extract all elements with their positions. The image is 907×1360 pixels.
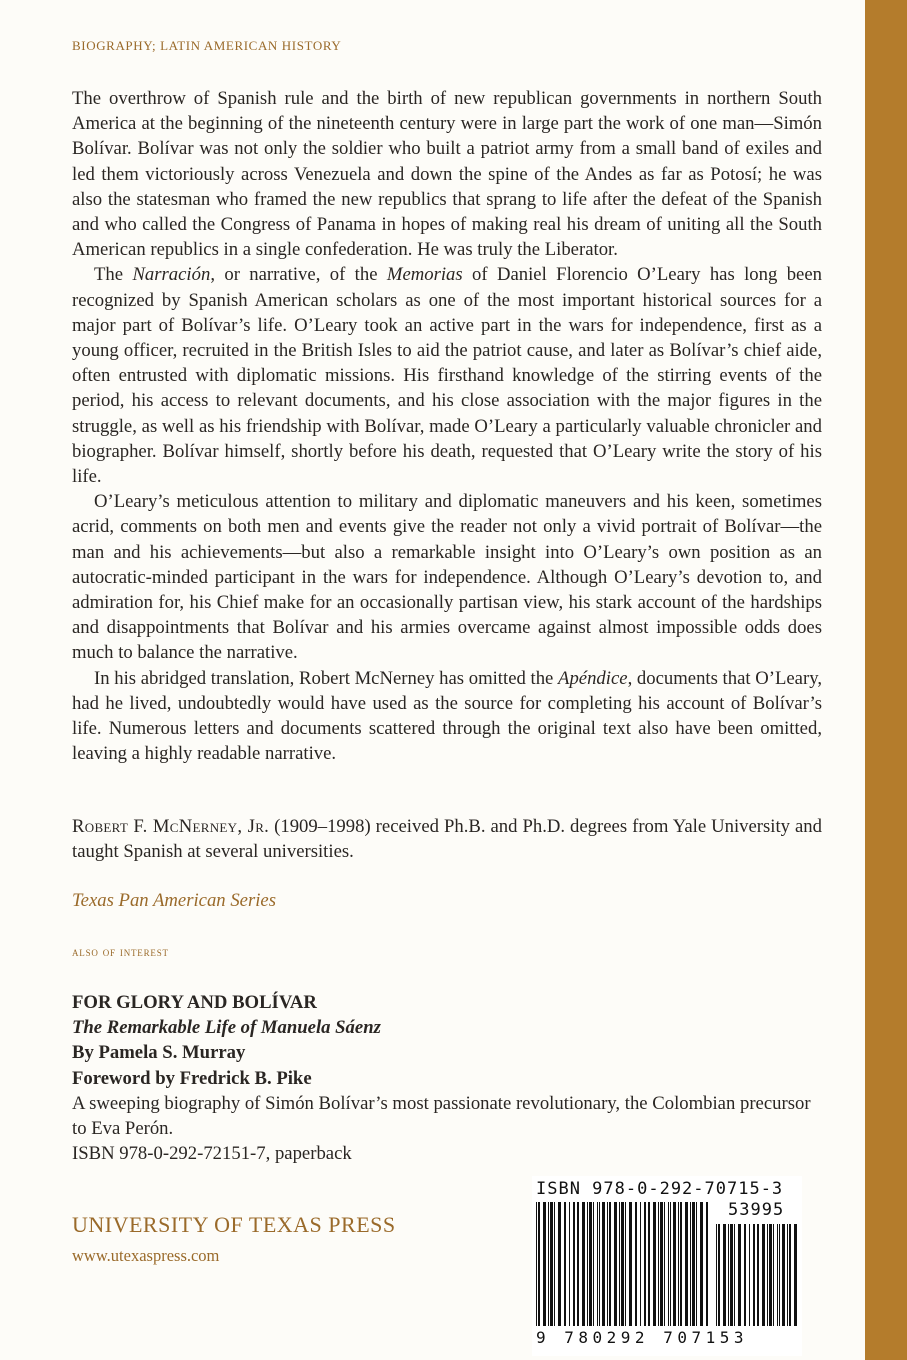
barcode-bar: [673, 1202, 676, 1326]
barcode-bar: [625, 1202, 626, 1326]
barcode-bar: [536, 1202, 537, 1326]
barcode-bar: [753, 1224, 755, 1326]
barcode-bar: [602, 1202, 605, 1326]
barcode-bar: [644, 1202, 646, 1326]
blurb-paragraph-1: The overthrow of Spanish rule and the birth of new republican governments in northern South America at the beginning of the nineteenth century were in large part the work of one man—Simón Bolívar. Bolívar was not only the soldier who built a patriot army from a small band of exiles and led them victoriously across Venezuela and down the spine of the Andes as far as Potosí; he was also the statesman who framed the new republics that sprang to life after the defeat of the Spanish and who called the Congress of Panama in hopes of making real his dream of uniting all the South American republics in a single confederation. He was truly the Liberator.: [72, 88, 822, 261]
related-book-title: FOR GLORY AND BOLÍVAR: [72, 992, 317, 1013]
barcode-bar: [597, 1202, 598, 1326]
barcode-bar: [692, 1202, 695, 1326]
barcode-bar: [648, 1202, 650, 1326]
barcode-bar: [548, 1202, 549, 1326]
barcode-bar: [564, 1202, 566, 1326]
barcode-bar: [619, 1202, 620, 1326]
barcode-bar: [696, 1202, 697, 1326]
barcode-bar: [744, 1224, 746, 1326]
barcode-digits: 9 780292 707153: [536, 1328, 748, 1347]
barcode-bar: [723, 1224, 726, 1326]
barcode-isbn-label: ISBN 978-0-292-70715-3: [536, 1179, 784, 1199]
barcode-bar: [700, 1202, 703, 1326]
barcode-bar: [738, 1224, 741, 1326]
barcode-bar: [749, 1224, 750, 1326]
related-book-foreword: Foreword by Fredrick B. Pike: [72, 1067, 312, 1089]
barcode-bar: [782, 1224, 785, 1326]
barcode-price-code: 53995: [728, 1200, 785, 1220]
related-book-isbn: ISBN 978-0-292-72151-7, paperback: [72, 1143, 352, 1165]
barcode-bar: [728, 1224, 729, 1326]
publisher-name: UNIVERSITY OF TEXAS PRESS: [72, 1212, 396, 1237]
translator-bio: Robert F. McNerney, Jr. (1909–1998) received Ph.B. and Ph.D. degrees from Yale University and taught Spanish at several universities.: [72, 816, 822, 863]
barcode-bar: [614, 1202, 617, 1326]
barcode-bar: [718, 1224, 720, 1326]
barcode-bar: [550, 1202, 553, 1326]
barcode-bar: [670, 1202, 671, 1326]
barcode-bar: [716, 1224, 717, 1326]
barcode-bar: [769, 1224, 772, 1326]
barcode-bar: [587, 1202, 588, 1326]
barcode-bar: [757, 1224, 759, 1326]
spine-color-bar: [865, 0, 907, 1360]
barcode-bar: [734, 1224, 735, 1326]
barcode-bar: [664, 1202, 665, 1326]
barcode-bar: [582, 1202, 585, 1326]
barcode-bar: [538, 1202, 540, 1326]
barcode-bar: [543, 1202, 546, 1326]
barcode-bar: [577, 1202, 579, 1326]
barcode-bar: [762, 1224, 765, 1326]
isbn-barcode: [532, 1176, 802, 1356]
barcode-bar: [573, 1202, 575, 1326]
barcode-bar: [794, 1224, 797, 1326]
translator-name: Robert F. McNerney, Jr.: [72, 816, 270, 837]
barcode-bar: [706, 1202, 708, 1326]
series-name: Texas Pan American Series: [72, 890, 276, 911]
barcode-bar: [685, 1202, 688, 1326]
barcode-bar: [680, 1202, 682, 1326]
related-book-author: By Pamela S. Murray: [72, 1042, 246, 1064]
barcode-bar: [773, 1224, 774, 1326]
blurb-paragraph-2: The Narración, or narrative, of the Memorias of Daniel Florencio O’Leary has long been recognized by Spanish American scholars as one of the most important historical sources for a major part of Bolívar’s life. O’Leary took an active part in the wars for independence, first as a young officer, recruited in the British Isles to aid the patriot cause, and later as Bolívar’s chief aide, often entrusted with diplomatic missions. His firsthand knowledge of the stirring events of the period, his access to relevant documents, and his close association with the major figures in the struggle, as well as his friendship with Bolívar, made O’Leary a particularly valuable chronicler and biographer. Bolívar himself, shortly before his death, requested that O’Leary write the story of his life.: [72, 264, 822, 488]
blurb-paragraph-4: In his abridged translation, Robert McNerney has omitted the Apéndice, documents that O’Leary, had he lived, undoubtedly would have used as the source for completing his account of Bolívar’s life. Numerous letters and documents scattered through the original text also have been omitted, leaving a highly readable narrative.: [72, 667, 823, 765]
barcode-bar: [621, 1202, 624, 1326]
barcode-bar: [658, 1202, 659, 1326]
publisher-website: www.utexaspress.com: [72, 1246, 220, 1265]
barcode-bar: [678, 1202, 679, 1326]
barcode-bar: [554, 1202, 555, 1326]
category-label: BIOGRAPHY; LATIN AMERICAN HISTORY: [72, 38, 342, 53]
barcode-bar: [653, 1202, 656, 1326]
barcode-bar: [777, 1224, 778, 1326]
barcode-bar: [690, 1202, 691, 1326]
barcode-bar: [593, 1202, 594, 1326]
barcode-bar: [730, 1224, 733, 1326]
barcode-bar: [589, 1202, 592, 1326]
barcode-bar: [787, 1224, 788, 1326]
barcode-bar: [789, 1224, 791, 1326]
barcode-bar: [569, 1202, 570, 1326]
barcode-bar: [660, 1202, 663, 1326]
barcode-bar: [779, 1224, 780, 1326]
related-book-description: A sweeping biography of Simón Bolívar’s most passionate revolutionary, the Colombian precursor to Eva Perón.: [72, 1092, 811, 1140]
related-book-subtitle: The Remarkable Life of Manuela Sáenz: [72, 1017, 381, 1039]
related-book: [72, 990, 822, 1166]
barcode-bar: [629, 1202, 632, 1326]
barcode-bar: [607, 1202, 608, 1326]
barcode-bar: [599, 1202, 600, 1326]
barcode-bar: [635, 1202, 637, 1326]
barcode-bar: [767, 1224, 768, 1326]
barcode-bar: [558, 1202, 561, 1326]
barcode-bar: [640, 1202, 641, 1326]
barcode-bar: [609, 1202, 611, 1326]
blurb: [72, 86, 822, 766]
blurb-paragraph-3: O’Leary’s meticulous attention to military and diplomatic maneuvers and his keen, sometimes acrid, comments on both men and events give the reader not only a vivid portrait of Bolívar—the man and his achievements—but also a remarkable insight into O’Leary’s own position as an autocratic-minded participant in the wars for independence. Although O’Leary’s devotion to, and admiration for, his Chief make for an occasionally partisan view, his stark account of the hardships and disappointments that Bolívar and his armies overcame against almost impossible odds does much to balance the narrative.: [72, 491, 822, 664]
also-of-interest-heading: also of interest: [72, 944, 169, 959]
barcode-bar: [668, 1202, 669, 1326]
